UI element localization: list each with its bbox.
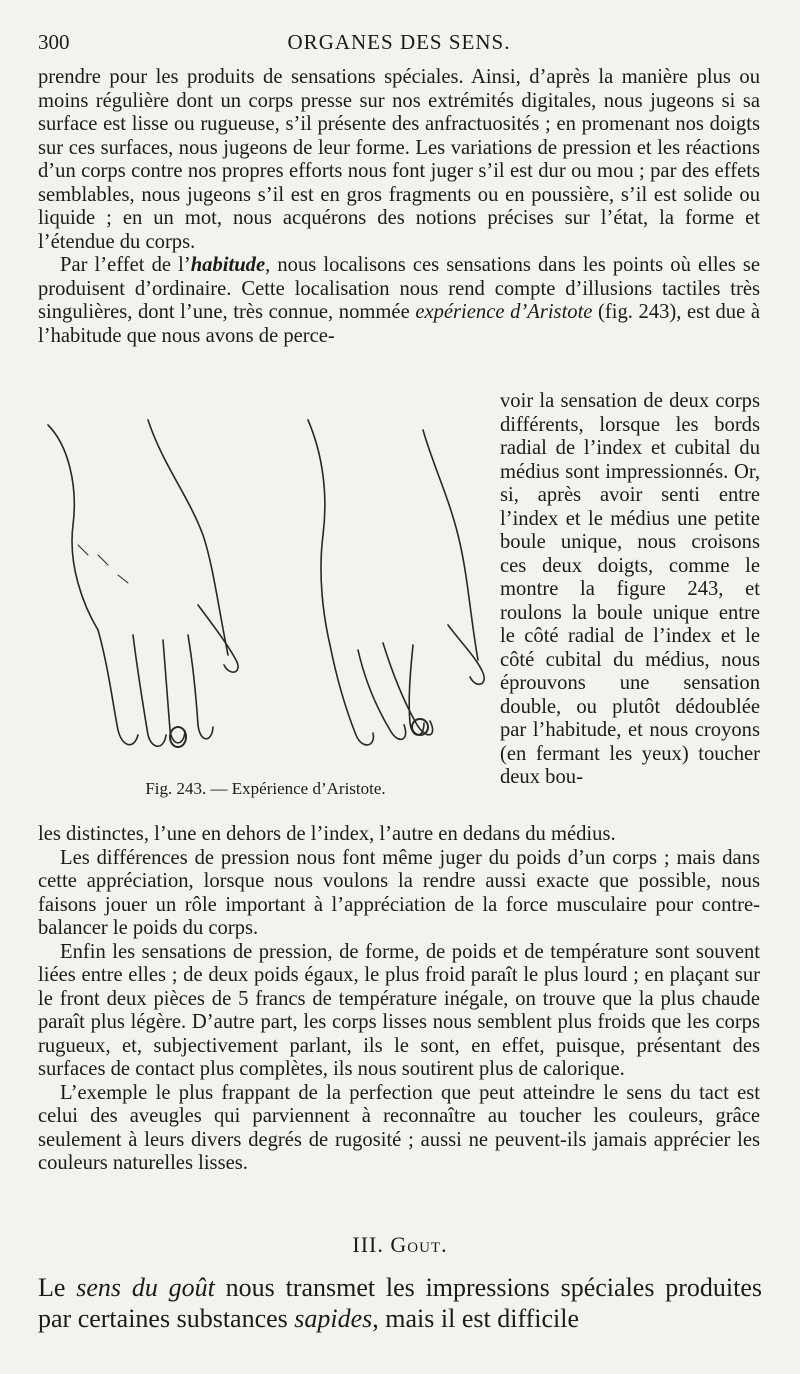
section-heading <box>0 1232 800 1258</box>
section-numeral: III. <box>352 1232 384 1257</box>
intro-text-c: nous transmet les impressions spéciales produites par certaines substances <box>38 1273 763 1333</box>
paragraph-2 <box>38 254 760 348</box>
p2-habitude-term: habitude <box>190 254 266 276</box>
section-title-text: Gout. <box>390 1232 448 1257</box>
paragraph-5: L’exemple le plus frappant de la perfection que peut atteindre le sens du tact est celui des aveugles qui parviennent à reconnaître au toucher les couleurs, grâce seulement à leurs divers degrés de rugosité ; aussi ne peuvent-ils jamais apprécier les couleurs naturelles lisses. <box>38 1081 760 1174</box>
p2-text-e: (fig. 243), est due à l’habitude que nous avons de perce- <box>38 301 760 347</box>
paragraph-1: prendre pour les produits de sensations spéciales. Ainsi, d’après la manière plus ou moins régulière dont un corps presse sur nos extrémités digitales, nous jugeons si sa surface est lisse ou rugueuse, s’il présente des anfractuosités ; en promenant nos doigts sur ces surfaces, nous jugeons de leur forme. Les variations de pression et les réactions d’un corps contre nos propres efforts nous font juger s’il est dur ou mou ; par des effets semblables, nous jugeons s’il est en gros fragments ou en poussière, s’il est solide ou liquide ; en un mot, nous acquérons des notions précises sur l’état, la forme et l’étendue du corps. <box>38 66 760 253</box>
p2-text-a: Par l’effet de l’ <box>60 254 191 276</box>
figure-caption: Fig. 243. — Expérience d’Aristote. <box>145 779 386 798</box>
intro-text-e: , mais il est difficile <box>372 1304 580 1333</box>
p2-text-c: , nous localisons ces sensations dans les points où elles se produisent d’ordinaire. Cette localisation nous rend compte d’illusions tactiles très singulières, dont l’une, très connue, nommée <box>38 254 760 323</box>
after-figure-line: les distinctes, l’une en dehors de l’index, l’autre en dedans du médius. <box>38 823 616 845</box>
page-number: 300 <box>38 30 70 54</box>
left-hand-drawing <box>48 420 238 747</box>
intro-text-a: Le <box>38 1273 77 1302</box>
intro-sens-du-gout: sens du goût <box>76 1273 215 1302</box>
body-text-top <box>38 66 760 348</box>
hands-illustration <box>38 405 493 775</box>
body-text-bottom <box>38 823 760 1176</box>
section-intro <box>38 1272 762 1334</box>
figure-243 <box>38 405 493 825</box>
right-hand-drawing <box>308 420 484 745</box>
intro-sapides: sapides <box>294 1304 373 1333</box>
page-header <box>38 30 760 60</box>
p2-experience-term: expérience d’Aristote <box>415 301 593 323</box>
wrap-text-column: voir la sensation de deux corps différents, lorsque les bords radial de l’index et cubital du médius sont impressionnés. Or, si, après avoir senti entre l’index et le médius une petite boule unique, nous croisons ces deux doigts, comme le montre la figure 243, et roulons la boule unique entre le côté radial de l’index et le côté cubital du médius, nous éprouvons une sensation double, ou plutôt dédoublée par l’habitude, et nous croyons (en fermant les yeux) toucher deux bou- <box>500 390 760 788</box>
running-title: ORGANES DES SENS. <box>287 30 511 54</box>
paragraph-4: Enfin les sensations de pression, de forme, de poids et de température sont souvent liées entre elles ; de deux poids égaux, le plus froid paraît le plus lourd ; en plaçant sur le front deux pièces de 5 francs de température inégale, on trouve que la plus chaude paraît plus légère. D’autre part, les corps lisses nous semblent plus froids que les corps rugueux, et, subjectivement parlant, ils le sont, en effet, puisque, présentant des surfaces de contact plus complètes, ils nous soutirent plus de calorique. <box>38 940 760 1080</box>
paragraph-3: Les différences de pression nous font même juger du poids d’un corps ; mais dans cette appréciation, lorsque nous voulons la rendre aussi exacte que possible, nous faisons jouer un rôle important à l’appréciation de la force musculaire pour contre-balancer le poids du corps. <box>38 846 760 939</box>
